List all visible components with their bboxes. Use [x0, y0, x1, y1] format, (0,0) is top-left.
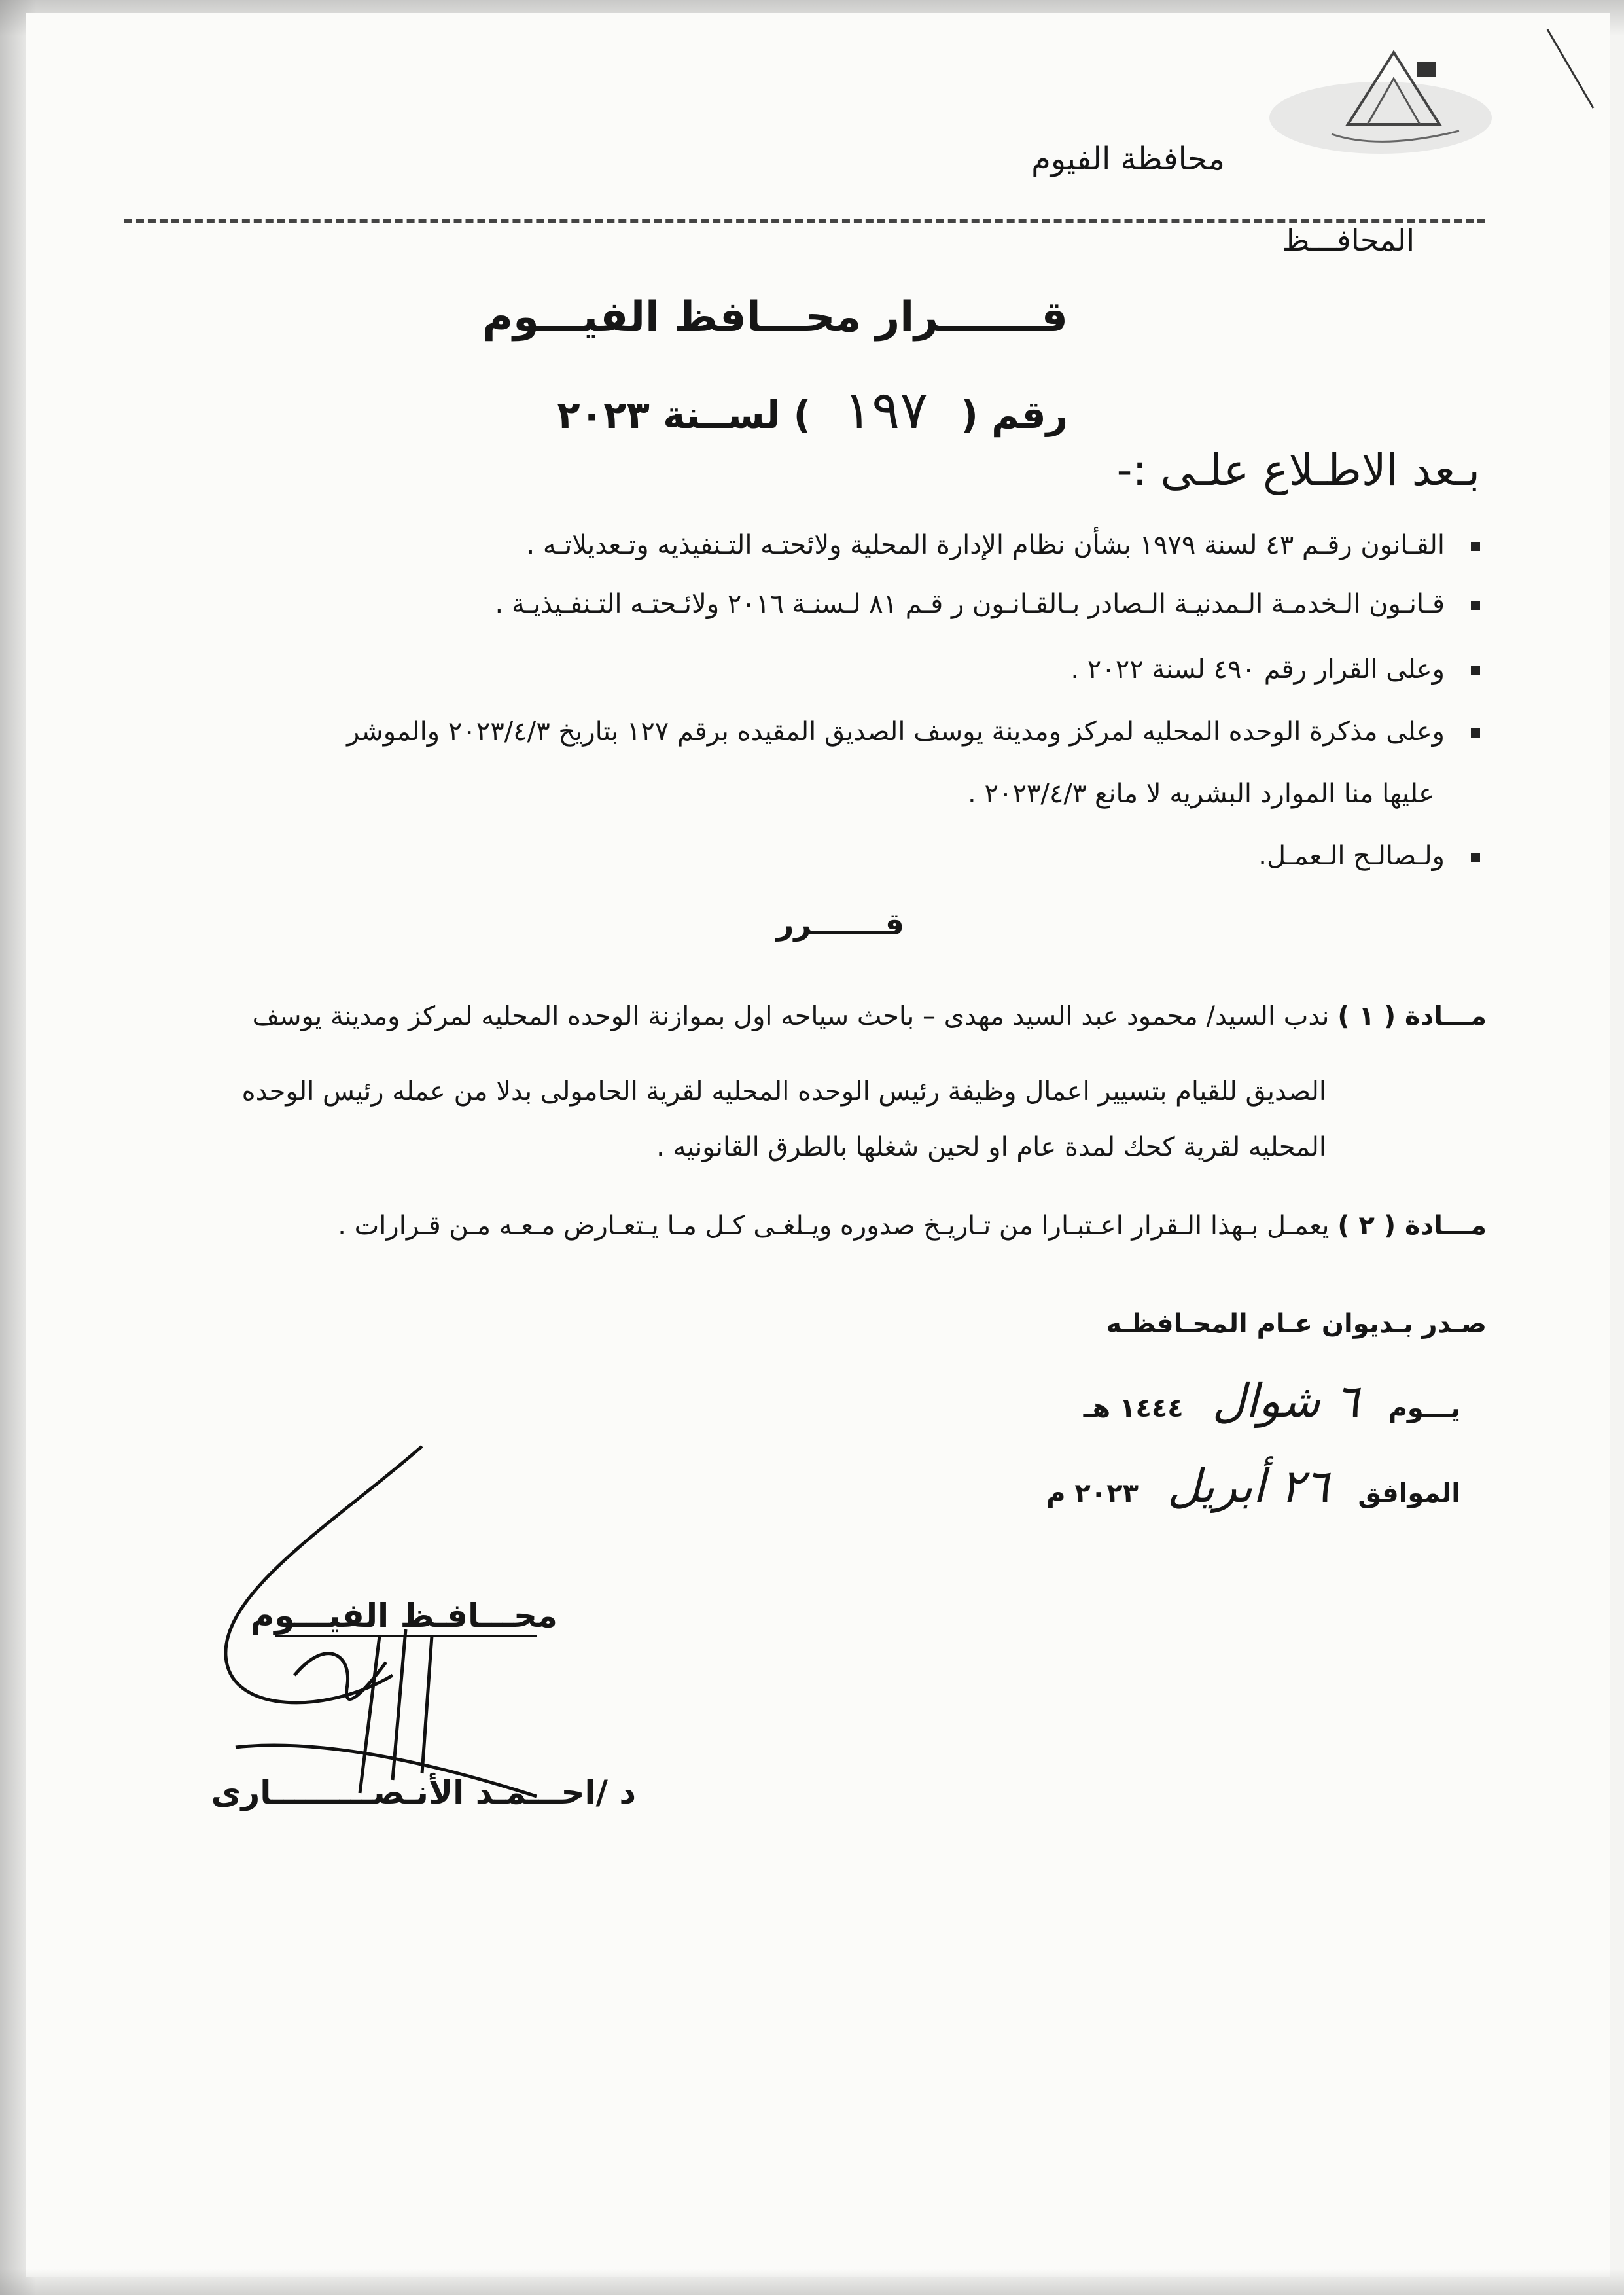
number-close-paren: ) [793, 393, 811, 437]
clause-item [495, 589, 1480, 619]
bullet-icon [1471, 666, 1480, 675]
bullet-icon [1471, 542, 1480, 551]
clause-continuation: عليها منا الموارد البشريه لا مانع ٢٠٢٣/٤/٣ . [968, 779, 1434, 809]
decree-title: قـــــــرار محـــافظ الفيـــوم [482, 293, 1068, 342]
clause-text: وعلى القرار رقم ٤٩٠ لسنة ٢٠٢٢ . [1070, 654, 1445, 685]
hijri-handwritten-date: ٦ شوال [1212, 1374, 1360, 1428]
clause-item [347, 717, 1480, 747]
scan-shadow-bottom [0, 2269, 1624, 2295]
decree-year: لســنة ٢٠٢٣ [557, 393, 781, 437]
governorate-name: محافظة الفيوم [1031, 141, 1225, 177]
article-text: يعمـل بـهذا الـقرار اعـتبـارا من تـاريـخ صدوره ويـلغـى كـل مـا يـتعـارض مـعـه مـن قـرارات . [338, 1211, 1330, 1241]
office-name: المحافـــظ [1281, 222, 1415, 258]
article-text: ندب السيد/ محمود عبد السيد مهدى – باحث سياحه اول بموازنة الوحده المحليه لمركز ومدينة يوسف [252, 1001, 1330, 1031]
gregorian-year: ٢٠٢٣ م [1046, 1478, 1139, 1508]
decree-number-line [557, 380, 1068, 440]
article-continuation: المحليه لقرية كحك لمدة عام او لحين شغلها بالطرق القانونيه . [656, 1132, 1326, 1162]
gregorian-date-label: الموافق [1358, 1478, 1460, 1508]
issuance-place: صـدر بـديوان عـام المحـافظـه [1106, 1309, 1487, 1339]
decree-number: ١٩٧ [843, 380, 928, 440]
hijri-date-label: يـــوم [1388, 1393, 1460, 1423]
handwritten-signature [196, 1440, 622, 1806]
article-continuation: الصديق للقيام بتسيير اعمال وظيفة رئيس الوحده المحليه لقرية الحامولى بدلا من عمله رئيس الوحده [241, 1076, 1326, 1107]
clause-text: وعلى مذكرة الوحده المحليه لمركز ومدينة يوسف الصديق المقيده برقم ١٢٧ بتاريخ ٢٠٢٣/٤/٣ والموشر [347, 717, 1445, 747]
article-1 [253, 1001, 1487, 1031]
number-open-paren: ( [961, 393, 978, 437]
article-2 [338, 1211, 1487, 1241]
article-label: مـــادة ( ١ ) [1337, 1001, 1487, 1031]
signatory-name: د /احـــمـد الأنـصـــــــــارى [211, 1773, 636, 1811]
clause-item [1070, 654, 1480, 685]
gregorian-date-row [1046, 1459, 1460, 1513]
hijri-date-row [1084, 1374, 1460, 1428]
governorate-logo [1269, 26, 1505, 164]
bullet-icon [1471, 728, 1480, 738]
clause-text: ولـصالـح الـعمـل. [1258, 841, 1445, 871]
clause-text: قـانـون الـخدمـة الـمدنيـة الـصادر بـالقـانـون ر قـم ٨١ لـسنـة ٢٠١٦ ولائـحتـه التـنفـيذيـة . [495, 589, 1445, 619]
bullet-icon [1471, 601, 1480, 610]
decision-heading: قـــــــرر [776, 906, 904, 942]
article-label: مـــادة ( ٢ ) [1337, 1211, 1487, 1241]
gregorian-handwritten-date: ٢٦ أبريل [1167, 1459, 1330, 1513]
clause-text: القـانون رقـم ٤٣ لسنة ١٩٧٩ بشأن نظام الإدارة المحلية ولائحتـه التـنفيذيه وتـعديلاتـه . [526, 530, 1445, 560]
preamble-heading: بـعد الاطـلاع علـى :- [1116, 445, 1480, 495]
bullet-icon [1471, 853, 1480, 862]
scan-mark [1544, 26, 1597, 111]
number-prefix: رقم [991, 393, 1068, 437]
hijri-year: ١٤٤٤ هـ [1083, 1393, 1184, 1423]
clause-item [1258, 841, 1480, 871]
signatory-title: محـــافـظ الفيـــوم [250, 1597, 557, 1635]
clause-item [526, 530, 1480, 560]
